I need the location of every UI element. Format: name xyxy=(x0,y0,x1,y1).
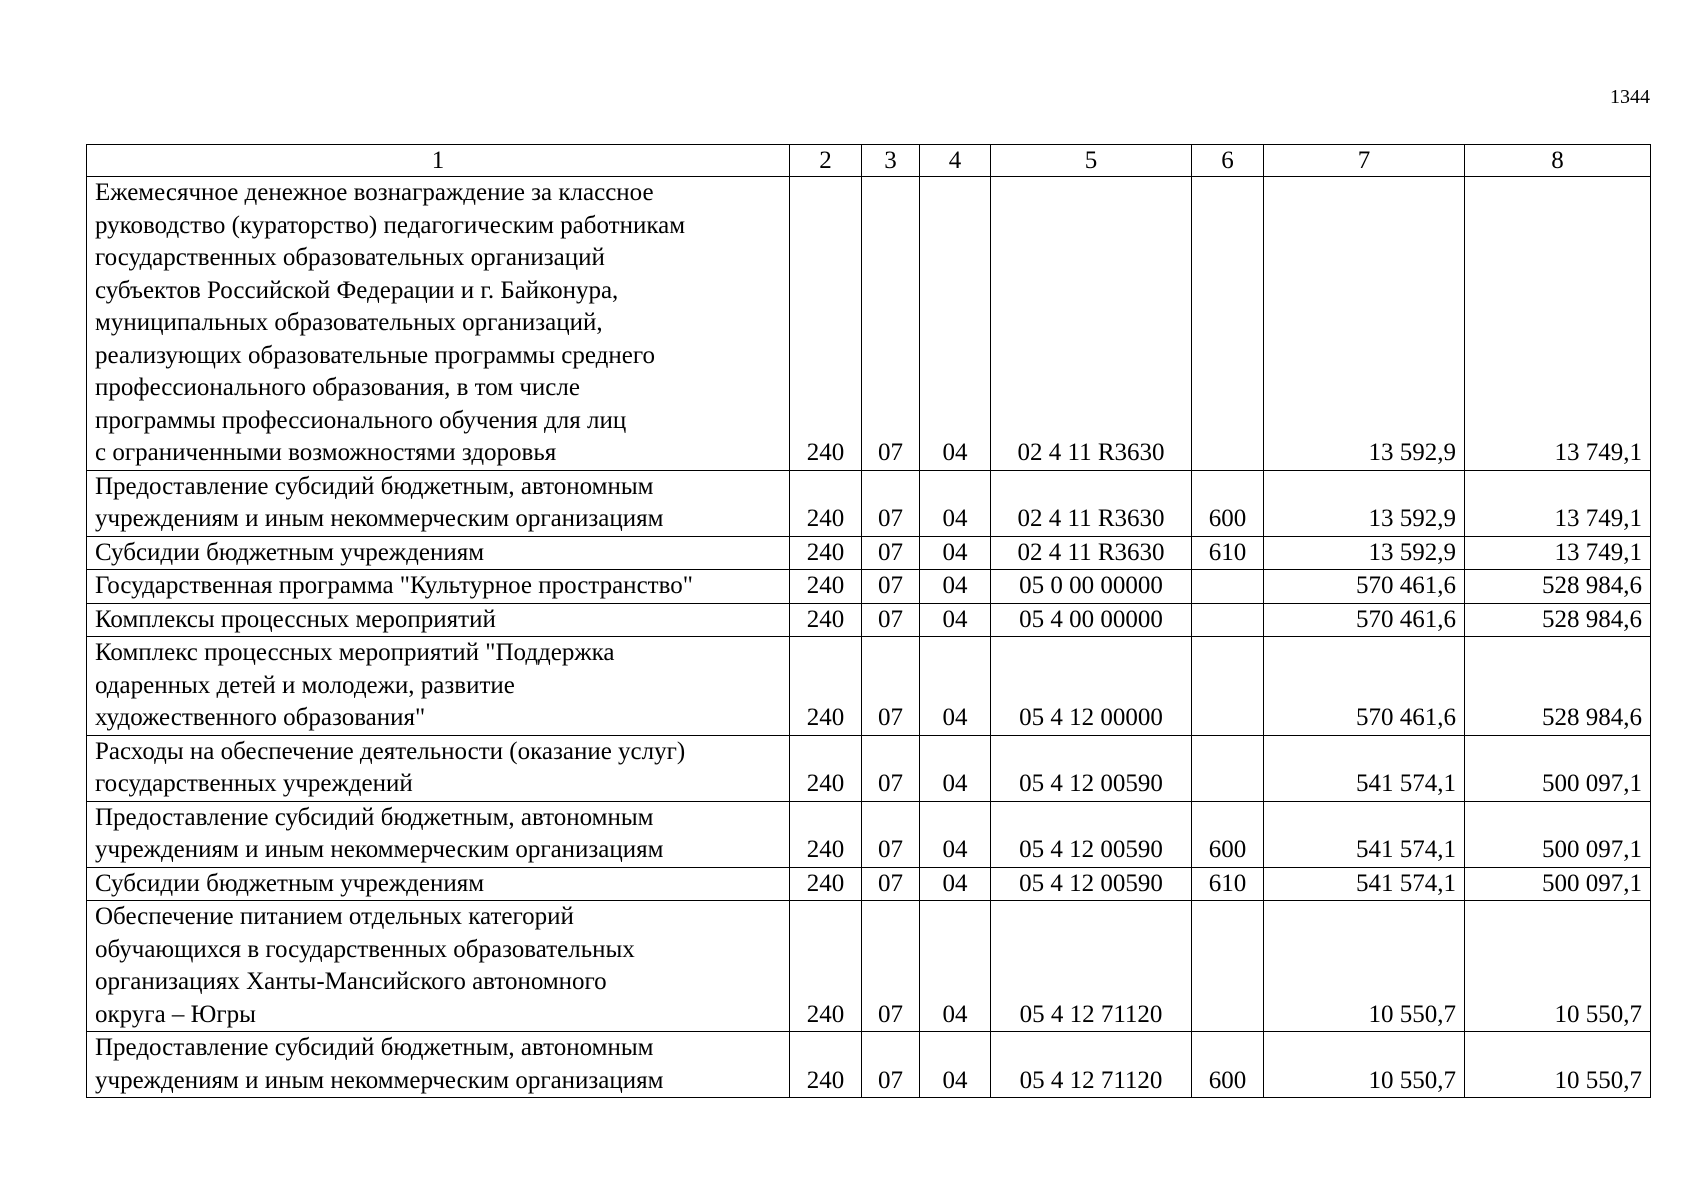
target-article-code: 05 4 12 00000 xyxy=(991,637,1192,736)
expense-type-code xyxy=(1192,177,1264,471)
target-article-code: 02 4 11 R3630 xyxy=(991,470,1192,536)
expense-type-code: 610 xyxy=(1192,536,1264,570)
expense-type-code xyxy=(1192,570,1264,604)
table-row xyxy=(87,901,1651,1032)
target-article-code: 05 4 12 00590 xyxy=(991,867,1192,901)
section-code: 07 xyxy=(862,470,920,536)
subsection-code: 04 xyxy=(920,801,991,867)
section-code: 07 xyxy=(862,570,920,604)
table-row xyxy=(87,867,1651,901)
item-name-line: округа – Югры xyxy=(95,1000,256,1028)
subsection-code: 04 xyxy=(920,536,991,570)
subsection-code: 04 xyxy=(920,570,991,604)
target-article-code: 02 4 11 R3630 xyxy=(991,536,1192,570)
item-name xyxy=(87,177,790,471)
amount-cell: 13 592,9 xyxy=(1264,177,1465,471)
expense-type-code xyxy=(1192,735,1264,801)
section-code: 07 xyxy=(862,637,920,736)
ministry-code: 240 xyxy=(790,603,862,637)
item-name-line: одаренных детей и молодежи, развитие xyxy=(95,671,515,699)
section-code: 07 xyxy=(862,735,920,801)
ministry-code: 240 xyxy=(790,801,862,867)
amount-cell: 541 574,1 xyxy=(1264,801,1465,867)
table-row xyxy=(87,536,1651,570)
item-name-line: Субсидии бюджетным учреждениям xyxy=(95,538,485,566)
table-row xyxy=(87,570,1651,604)
subsection-code: 04 xyxy=(920,1032,991,1098)
ministry-code: 240 xyxy=(790,177,862,471)
amount-cell: 13 749,1 xyxy=(1465,536,1651,570)
target-article-code: 05 4 12 00590 xyxy=(991,801,1192,867)
item-name xyxy=(87,1032,790,1098)
ministry-code: 240 xyxy=(790,867,862,901)
column-header: 8 xyxy=(1465,145,1651,177)
amount-cell: 541 574,1 xyxy=(1264,735,1465,801)
amount-cell: 10 550,7 xyxy=(1264,901,1465,1032)
table-row xyxy=(87,603,1651,637)
amount-cell: 500 097,1 xyxy=(1465,735,1651,801)
expense-type-code: 600 xyxy=(1192,470,1264,536)
expense-type-code: 600 xyxy=(1192,1032,1264,1098)
amount-cell: 13 592,9 xyxy=(1264,536,1465,570)
amount-cell: 10 550,7 xyxy=(1465,1032,1651,1098)
target-article-code: 05 4 12 71120 xyxy=(991,901,1192,1032)
amount-cell: 570 461,6 xyxy=(1264,570,1465,604)
amount-cell: 10 550,7 xyxy=(1264,1032,1465,1098)
target-article-code: 05 4 12 00590 xyxy=(991,735,1192,801)
item-name-line: Государственная программа "Культурное пространство" xyxy=(95,572,693,599)
column-header: 3 xyxy=(862,145,920,177)
item-name xyxy=(87,901,790,1032)
item-name-line: учреждениям и иным некоммерческим организациям xyxy=(95,1066,664,1094)
amount-cell: 13 592,9 xyxy=(1264,470,1465,536)
section-code: 07 xyxy=(862,867,920,901)
table-row xyxy=(87,735,1651,801)
section-code: 07 xyxy=(862,536,920,570)
item-name-line: Предоставление субсидий бюджетным, автономным xyxy=(95,1034,654,1061)
expense-type-code xyxy=(1192,901,1264,1032)
item-name-line: Расходы на обеспечение деятельности (оказание услуг) xyxy=(95,737,686,765)
header-row xyxy=(87,145,1651,177)
expense-type-code xyxy=(1192,637,1264,736)
item-name xyxy=(87,470,790,536)
item-name-line: государственных учреждений xyxy=(95,770,413,797)
amount-cell: 10 550,7 xyxy=(1465,901,1651,1032)
table-row xyxy=(87,470,1651,536)
target-article-code: 05 4 00 00000 xyxy=(991,603,1192,637)
item-name-line: обучающихся в государственных образовательных xyxy=(95,935,635,963)
budget-table xyxy=(86,144,1651,1098)
amount-cell: 528 984,6 xyxy=(1465,637,1651,736)
item-name-line: программы профессионального обучения для лиц xyxy=(95,406,627,434)
item-name-line: с ограниченными возможностями здоровья xyxy=(95,439,557,466)
amount-cell: 528 984,6 xyxy=(1465,603,1651,637)
amount-cell: 500 097,1 xyxy=(1465,801,1651,867)
page-number: 1344 xyxy=(1610,86,1650,108)
item-name-line: муниципальных образовательных организаций, xyxy=(95,309,603,336)
column-header: 5 xyxy=(991,145,1192,177)
item-name-line: профессионального образования, в том числе xyxy=(95,374,580,401)
ministry-code: 240 xyxy=(790,536,862,570)
amount-cell: 13 749,1 xyxy=(1465,470,1651,536)
item-name-line: руководство (кураторство) педагогическим работникам xyxy=(95,211,686,239)
subsection-code: 04 xyxy=(920,177,991,471)
section-code: 07 xyxy=(862,603,920,637)
item-name xyxy=(87,536,790,570)
amount-cell: 500 097,1 xyxy=(1465,867,1651,901)
table-row xyxy=(87,1032,1651,1098)
target-article-code: 05 0 00 00000 xyxy=(991,570,1192,604)
amount-cell: 13 749,1 xyxy=(1465,177,1651,471)
item-name-line: учреждениям и иным некоммерческим организациям xyxy=(95,836,664,863)
ministry-code: 240 xyxy=(790,570,862,604)
item-name-line: Комплекс процессных мероприятий "Поддержка xyxy=(95,639,615,666)
column-header: 2 xyxy=(790,145,862,177)
expense-type-code: 600 xyxy=(1192,801,1264,867)
subsection-code: 04 xyxy=(920,867,991,901)
ministry-code: 240 xyxy=(790,1032,862,1098)
subsection-code: 04 xyxy=(920,603,991,637)
column-header: 7 xyxy=(1264,145,1465,177)
item-name-line: учреждениям и иным некоммерческим организациям xyxy=(95,505,664,532)
table-row xyxy=(87,177,1651,471)
item-name-line: субъектов Российской Федерации и г. Байконура, xyxy=(95,276,619,304)
item-name-line: реализующих образовательные программы среднего xyxy=(95,341,655,369)
item-name-line: Предоставление субсидий бюджетным, автономным xyxy=(95,803,654,831)
subsection-code: 04 xyxy=(920,470,991,536)
item-name-line: Предоставление субсидий бюджетным, автономным xyxy=(95,472,654,500)
item-name-line: художественного образования" xyxy=(95,704,426,731)
item-name xyxy=(87,637,790,736)
amount-cell: 570 461,6 xyxy=(1264,603,1465,637)
column-header: 6 xyxy=(1192,145,1264,177)
expense-type-code xyxy=(1192,603,1264,637)
amount-cell: 541 574,1 xyxy=(1264,867,1465,901)
subsection-code: 04 xyxy=(920,901,991,1032)
column-header: 1 xyxy=(87,145,790,177)
ministry-code: 240 xyxy=(790,735,862,801)
item-name xyxy=(87,570,790,604)
item-name-line: государственных образовательных организаций xyxy=(95,244,605,271)
amount-cell: 570 461,6 xyxy=(1264,637,1465,736)
item-name-line: Ежемесячное денежное вознаграждение за классное xyxy=(95,179,654,206)
section-code: 07 xyxy=(862,177,920,471)
table-row xyxy=(87,637,1651,736)
item-name-line: Комплексы процессных мероприятий xyxy=(95,605,496,633)
ministry-code: 240 xyxy=(790,637,862,736)
item-name-line: организациях Ханты-Мансийского автономного xyxy=(95,968,607,995)
section-code: 07 xyxy=(862,1032,920,1098)
column-header: 4 xyxy=(920,145,991,177)
section-code: 07 xyxy=(862,801,920,867)
item-name xyxy=(87,603,790,637)
table-row xyxy=(87,801,1651,867)
target-article-code: 05 4 12 71120 xyxy=(991,1032,1192,1098)
target-article-code: 02 4 11 R3630 xyxy=(991,177,1192,471)
amount-cell: 528 984,6 xyxy=(1465,570,1651,604)
ministry-code: 240 xyxy=(790,901,862,1032)
section-code: 07 xyxy=(862,901,920,1032)
item-name-line: Обеспечение питанием отдельных категорий xyxy=(95,903,574,930)
subsection-code: 04 xyxy=(920,637,991,736)
item-name xyxy=(87,735,790,801)
subsection-code: 04 xyxy=(920,735,991,801)
ministry-code: 240 xyxy=(790,470,862,536)
item-name xyxy=(87,801,790,867)
expense-type-code: 610 xyxy=(1192,867,1264,901)
item-name-line: Субсидии бюджетным учреждениям xyxy=(95,869,485,897)
item-name xyxy=(87,867,790,901)
